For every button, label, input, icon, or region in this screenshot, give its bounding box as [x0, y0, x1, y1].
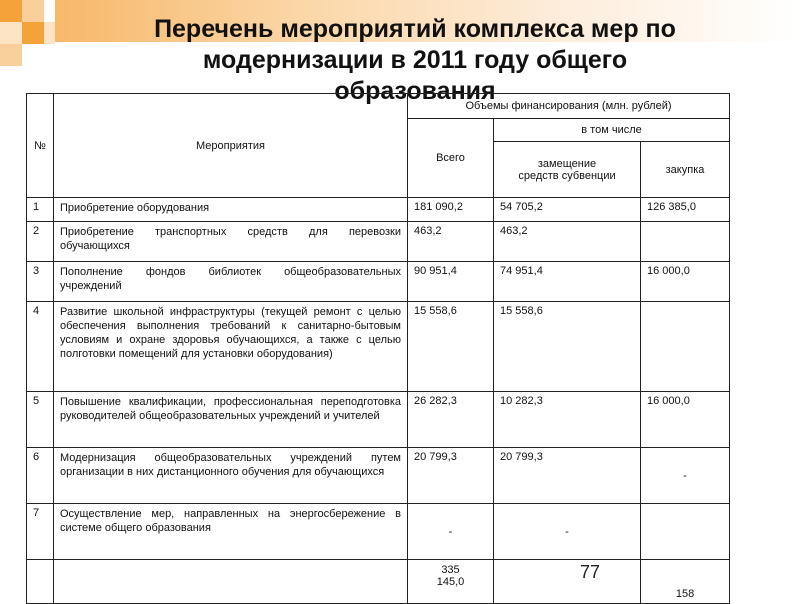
header-including: в том числе [494, 119, 730, 142]
totals-name-cell [54, 560, 408, 604]
row-purchase: - [641, 448, 730, 504]
table-row [27, 448, 730, 504]
row-num: 5 [27, 392, 54, 448]
table-row [27, 392, 730, 448]
decor-square-pale [0, 22, 22, 44]
header-activities: Мероприятия [54, 94, 408, 198]
row-replacement: 10 282,3 [494, 392, 641, 448]
row-purchase: 16 000,0 [641, 392, 730, 448]
row-total: - [408, 504, 494, 560]
table-row-totals [27, 560, 730, 604]
row-purchase [641, 222, 730, 262]
decor-square-orange [0, 0, 22, 22]
row-total: 20 799,3 [408, 448, 494, 504]
row-total: 181 090,2 [408, 198, 494, 222]
totals-total: 335 145,0 [408, 560, 494, 604]
table-row [27, 198, 730, 222]
row-num: 3 [27, 262, 54, 302]
row-num: 4 [27, 302, 54, 392]
totals-num-cell [27, 560, 54, 604]
decor-square-light [0, 44, 22, 66]
row-purchase: 16 000,0 [641, 262, 730, 302]
row-name: Развитие школьной инфраструктуры (текущей ремонт с целью обеспечения выполнения требований к санитарно-бытовым условиям и охране здоровья обучающихся, а также с целью полготовки помещений для установки оборудования) [54, 302, 408, 392]
table-row [27, 302, 730, 392]
row-replacement: 15 558,6 [494, 302, 641, 392]
table-row [27, 504, 730, 560]
header-total: Всего [408, 119, 494, 198]
header-replacement: замещение средств субвенции [494, 142, 641, 198]
row-name: Пополнение фондов библиотек общеобразовательных учреждений [54, 262, 408, 302]
table-row [27, 222, 730, 262]
row-replacement: 54 705,2 [494, 198, 641, 222]
row-replacement: - [494, 504, 641, 560]
row-replacement: 463,2 [494, 222, 641, 262]
row-total: 26 282,3 [408, 392, 494, 448]
totals-replacement-cell [494, 560, 641, 604]
title-line-1: Перечень мероприятий комплекса мер по [154, 15, 676, 43]
row-name: Приобретение транспортных средств для перевозки обучающихся [54, 222, 408, 262]
title-line-2: модернизации в 2011 году общего [202, 46, 628, 74]
row-name: Модернизация общеобразовательных учреждений путем организации в них дистанционного обучения для обучающихся [54, 448, 408, 504]
header-funding: Объемы финансирования (млн. рублей) [408, 94, 730, 119]
title-line-3: образования [334, 77, 496, 105]
row-num: 2 [27, 222, 54, 262]
row-name: Повышение квалификации, профессиональная переподготовка руководителей общеобразовательных учреждений и учителей [54, 392, 408, 448]
row-num: 7 [27, 504, 54, 560]
row-purchase [641, 504, 730, 560]
row-purchase: 126 385,0 [641, 198, 730, 222]
funding-table [26, 93, 730, 604]
page-number: 77 [580, 562, 601, 582]
row-purchase [641, 302, 730, 392]
header-purchase: закупка [641, 142, 730, 198]
row-replacement: 20 799,3 [494, 448, 641, 504]
header-num: № [27, 94, 54, 198]
row-replacement: 74 951,4 [494, 262, 641, 302]
table-row [27, 262, 730, 302]
row-name: Приобретение оборудования [54, 198, 408, 222]
row-total: 15 558,6 [408, 302, 494, 392]
row-num: 6 [27, 448, 54, 504]
row-num: 1 [27, 198, 54, 222]
row-total: 90 951,4 [408, 262, 494, 302]
row-name: Осуществление мер, направленных на энергосбережение в системе общего образования [54, 504, 408, 560]
row-total: 463,2 [408, 222, 494, 262]
totals-purchase: 158 [641, 560, 730, 604]
